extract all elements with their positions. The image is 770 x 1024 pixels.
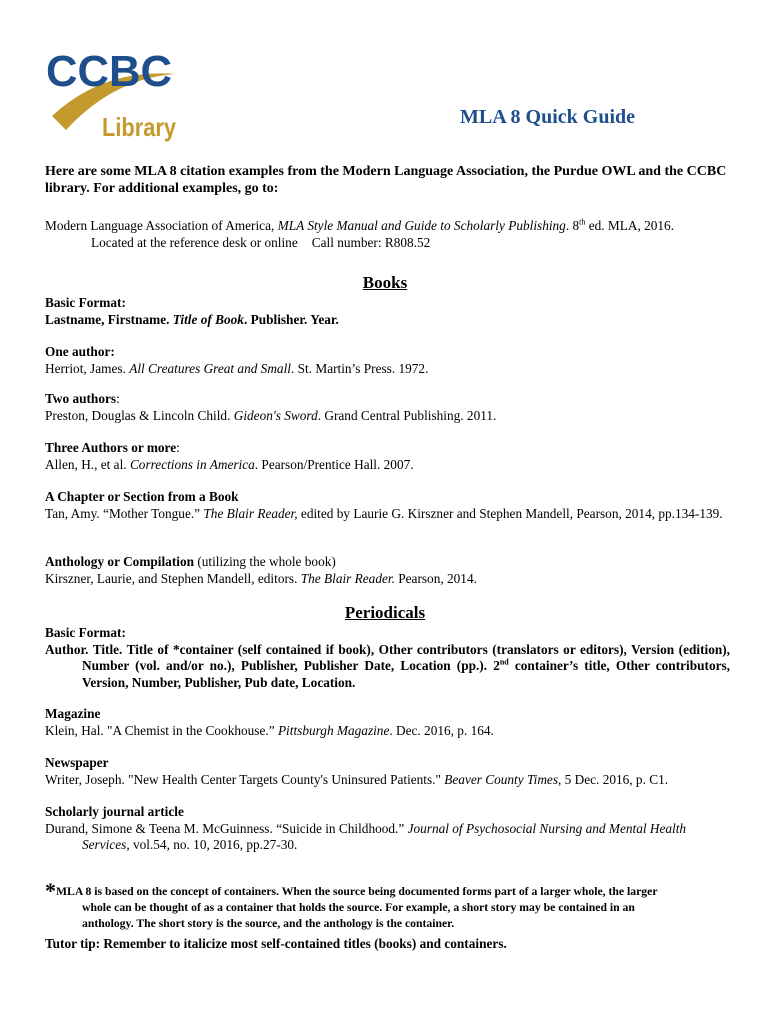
intro-text: Here are some MLA 8 citation examples from the Modern Language Association, the Purdue OWL and the CCBC library. For additional examples, go to: [45, 164, 727, 196]
asterisk: * [45, 878, 56, 903]
books-anthology: Anthology or Compilation (utilizing the whole book) Kirszner, Laurie, and Stephen Mandell, editors. The Blair Reader. Pearson, 2014. [45, 554, 477, 586]
periodicals-magazine: Magazine Klein, Hal. "A Chemist in the Cookhouse.” Pittsburgh Magazine. Dec. 2016, p. 164. [45, 706, 494, 738]
reference-location: Located at the reference desk or online [91, 235, 298, 250]
books-one-author: One author: Herriot, James. All Creatures Great and Small. St. Martin’s Press. 1972. [45, 344, 429, 376]
logo-org-text: CCBC [46, 47, 172, 96]
ccbc-library-logo [44, 46, 184, 142]
tutor-tip: Tutor tip: Remember to italicize most self-contained titles (books) and containers. [45, 936, 507, 951]
books-basic-format: Basic Format: Lastname, Firstname. Title of Book. Publisher. Year. [45, 295, 339, 327]
periodicals-heading: Periodicals [344, 603, 426, 622]
logo-sub-text: Library [102, 112, 177, 142]
reference-work-title: MLA Style Manual and Guide to Scholarly Publishing [277, 218, 566, 233]
periodicals-journal: Scholarly journal article Durand, Simone & Teena M. McGuinness. “Suicide in Childhood.” Journal of Psychosocial Nursing and Mental Health Services, vol.54, no. 10, 2016, pp.27-30. [45, 804, 687, 852]
books-heading: Books [362, 273, 408, 292]
books-chapter: A Chapter or Section from a Book Tan, Amy. “Mother Tongue.” The Blair Reader, edited by Laurie G. Kirszner and Stephen Mandell, Pearson, 2014, pp.134-139. [45, 489, 723, 521]
page-title: MLA 8 Quick Guide [460, 106, 636, 128]
reference-call-number: Call number: R808.52 [311, 235, 431, 250]
mla-reference: Modern Language Association of America, MLA Style Manual and Guide to Scholarly Publishing. 8th ed. MLA, 2016. Located at the reference desk or online Call number: R808.52 [45, 217, 675, 250]
books-three-authors: Three Authors or more: Allen, H., et al. Corrections in America. Pearson/Prentice Hall. 2007. [45, 440, 414, 472]
periodicals-newspaper: Newspaper Writer, Joseph. "New Health Center Targets County's Uninsured Patients." Beaver County Times, 5 Dec. 2016, p. C1. [45, 755, 669, 787]
containers-note: *MLA 8 is based on the concept of containers. When the source being documented forms part of a larger whole, the larger whole can be thought of as a container that holds the source. For example, a short story may be contained in an anthology. The short story is the source, and the anthology is the container. [45, 878, 658, 930]
periodicals-basic-format: Basic Format: Author. Title. Title of *container (self contained if book), Other contributors (translators or editors), Version (edition), Number (vol. and/or no.), Publisher, Publisher Date, Location (pp.). 2nd container’s title, Other contributors, Version, Number, Publisher, Pub date, Location. [45, 625, 730, 690]
books-two-authors: Two authors: Preston, Douglas & Lincoln Child. Gideon's Sword. Grand Central Publishing. 2011. [45, 391, 497, 423]
